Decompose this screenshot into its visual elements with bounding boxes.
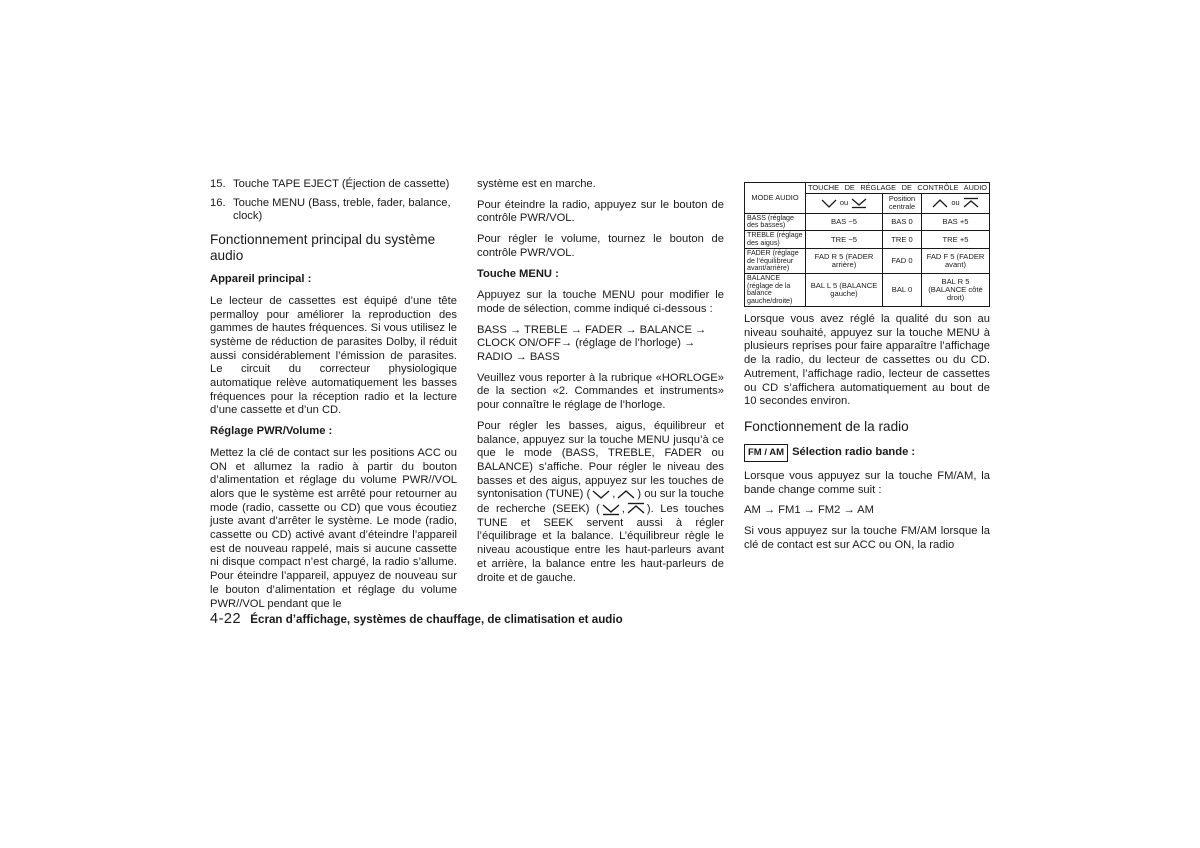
paragraph: Le lecteur de cassettes est équipé d’une tête permalloy pour améliorer la reproduction des gammes de hautes fréquences. Si vous utilisez le système de réduction de parasites Dolby, il réduit aussi considérablement l’émission de parasites. Le circuit du correcteur physiologique automatique relève automatiquement les basses fréquences pour la réception radio et la lecture d’une cassette et d’un CD.: [210, 294, 457, 417]
seek-down-icon: [600, 502, 622, 516]
cell-center: TRE 0: [883, 231, 922, 249]
or-label: ou: [839, 198, 849, 208]
table-header-mode: MODE AUDIO: [745, 183, 806, 214]
band-selection-heading: [744, 444, 990, 462]
table-header-key: [806, 183, 990, 194]
subheading-band: Sélection radio bande :: [792, 446, 916, 459]
header-cell-down: [806, 194, 883, 213]
text-part: ) ou sur la touche de recherche (SEEK) (: [477, 488, 724, 516]
page-number: 4-22: [210, 611, 242, 627]
list-item: [210, 197, 457, 224]
item-number: 15.: [210, 178, 226, 190]
paragraph: Lorsque vous avez réglé la qualité du son au niveau souhaité, appuyez sur la touche MENU à plusieurs reprises pour faire apparaître l’affichage de la radio, du lecteur de cassettes ou du CD. Autrement, l’affichage radio, lecteur de cassettes ou CD s’affichera automatiquement au bout de 10 secondes environ.: [744, 313, 990, 408]
cell-max: BAS +5: [922, 213, 990, 231]
subheading-main-unit: Appareil principal :: [210, 273, 312, 286]
separator: ,: [612, 488, 616, 501]
tune-down-icon: [590, 488, 612, 500]
or-label: ou: [951, 198, 960, 208]
table-row: [745, 274, 990, 307]
cell-min: BAS −5: [806, 213, 883, 231]
cell-max: TRE +5: [922, 231, 990, 249]
cell-min: BAL L 5 (BALANCE gauche): [806, 274, 883, 307]
subheading-pwr-volume: Réglage PWR/Volume :: [210, 425, 333, 438]
table-header-key-text: TOUCHE DE RÉGLAGE DE CONTRÔLE AUDIO: [808, 183, 987, 192]
item-text: Touche MENU (Bass, treble, fader, balance, clock): [233, 196, 451, 223]
header-cell-center: Position centrale: [883, 194, 922, 213]
paragraph: Veuillez vous reporter à la rubrique «HORLOGE» de la section «2. Commandes et instruments» pour connaître le réglage de l’horloge.: [477, 371, 724, 412]
mode-sequence: BASS → TREBLE → FADER → BALANCE → CLOCK ON/OFF→ (réglage de l’horloge) → RADIO → BASS: [477, 323, 707, 364]
row-label: BASS (réglage des basses): [745, 213, 806, 231]
cell-max: FAD F 5 (FADER avant): [922, 249, 990, 274]
text-part: Pour régler les basses, aigus, équilibreur et balance, appuyez sur la touche MENU jusqu’à ce que le mode (BASS, TREBLE, FADER ou BALANCE) s’affiche. Pour régler le niveau des basses et des aigus, appuyez sur les touches de syntonisation (TUNE) (: [477, 419, 724, 501]
paragraph: Pour régler le volume, tournez le bouton de contrôle PWR/VOL.: [477, 233, 724, 259]
row-label: BALANCE (réglage de la balance gauche/droite): [745, 274, 806, 307]
cell-max: BAL R 5 (BALANCE côté droit): [922, 274, 990, 307]
section-heading: Fonctionnement de la radio: [744, 419, 909, 434]
column-right: [744, 182, 990, 560]
seek-up-icon: [625, 502, 647, 516]
row-label: TREBLE (réglage des aigus): [745, 231, 806, 249]
item-text: Touche TAPE EJECT (Éjection de cassette): [233, 178, 450, 190]
tune-up-icon: [615, 488, 637, 500]
table-row: [745, 231, 990, 249]
tune-up-icon: [931, 198, 949, 209]
cell-min: FAD R 5 (FADER arrière): [806, 249, 883, 274]
audio-control-table: [744, 182, 990, 307]
item-number: 16.: [210, 196, 226, 209]
column-middle: [477, 178, 724, 592]
cell-min: TRE −5: [806, 231, 883, 249]
column-left: [210, 178, 457, 618]
seek-up-icon: [962, 197, 980, 209]
cell-center: BAL 0: [883, 274, 922, 307]
paragraph: Lorsque vous appuyez sur la touche FM/AM, la bande change comme suit :: [744, 470, 990, 496]
chapter-title: Écran d’affichage, systèmes de chauffage, de climatisation et audio: [250, 613, 623, 626]
subheading-menu-key: Touche MENU :: [477, 267, 559, 280]
table-row: [745, 213, 990, 231]
paragraph-tune-seek: [477, 420, 724, 585]
cell-center: FAD 0: [883, 249, 922, 274]
cell-center: BAS 0: [883, 213, 922, 231]
paragraph: Mettez la clé de contact sur les positions ACC ou ON et allumez la radio à partir du bouton d’alimentation et réglage du volume PWR//VOL alors que le système est arrêté pour retourner au mode (radio, cassette ou CD) que vous écoutiez juste avant d’arrêter le système. Le mode (radio, cassette ou CD) activé avant d’éteindre l’appareil est de nouveau rappelé, mais si aucune cassette ni disque compact n’est chargé, la radio s’allume. Pour éteindre l’appareil, appuyez de nouveau sur le bouton d’alimentation et réglage du volume PWR//VOL pendant que le: [210, 446, 457, 610]
band-sequence: AM → FM1 → FM2 → AM: [744, 504, 874, 517]
list-item: [210, 178, 457, 192]
text-part: ). Les touches TUNE et SEEK servent aussi à régler l’équilibrage et la balance. L’équilibreur règle le niveau acoustique entre les haut-parleurs avant et arrière, la balance entre les haut-parleurs de droite et de gauche.: [477, 503, 724, 584]
separator: ,: [621, 503, 625, 516]
paragraph: Pour éteindre la radio, appuyez sur le bouton de contrôle PWR/VOL.: [477, 198, 724, 225]
row-label: FADER (réglage de l’équilibreur avant/arrière): [745, 249, 806, 274]
table-row: [745, 249, 990, 274]
fm-am-key-icon: FM / AM: [744, 444, 788, 462]
header-cell-up: [922, 194, 990, 213]
page-footer: [210, 611, 623, 627]
seek-down-icon: [850, 197, 868, 209]
paragraph: Si vous appuyez sur la touche FM/AM lorsque la clé de contact est sur ACC ou ON, la radio: [744, 525, 990, 551]
paragraph: Appuyez sur la touche MENU pour modifier le mode de sélection, comme indiqué ci-dessous :: [477, 289, 724, 315]
section-heading: Fonctionnement principal du système audio: [210, 232, 436, 264]
tune-down-icon: [820, 198, 838, 209]
paragraph: système est en marche.: [477, 178, 596, 190]
